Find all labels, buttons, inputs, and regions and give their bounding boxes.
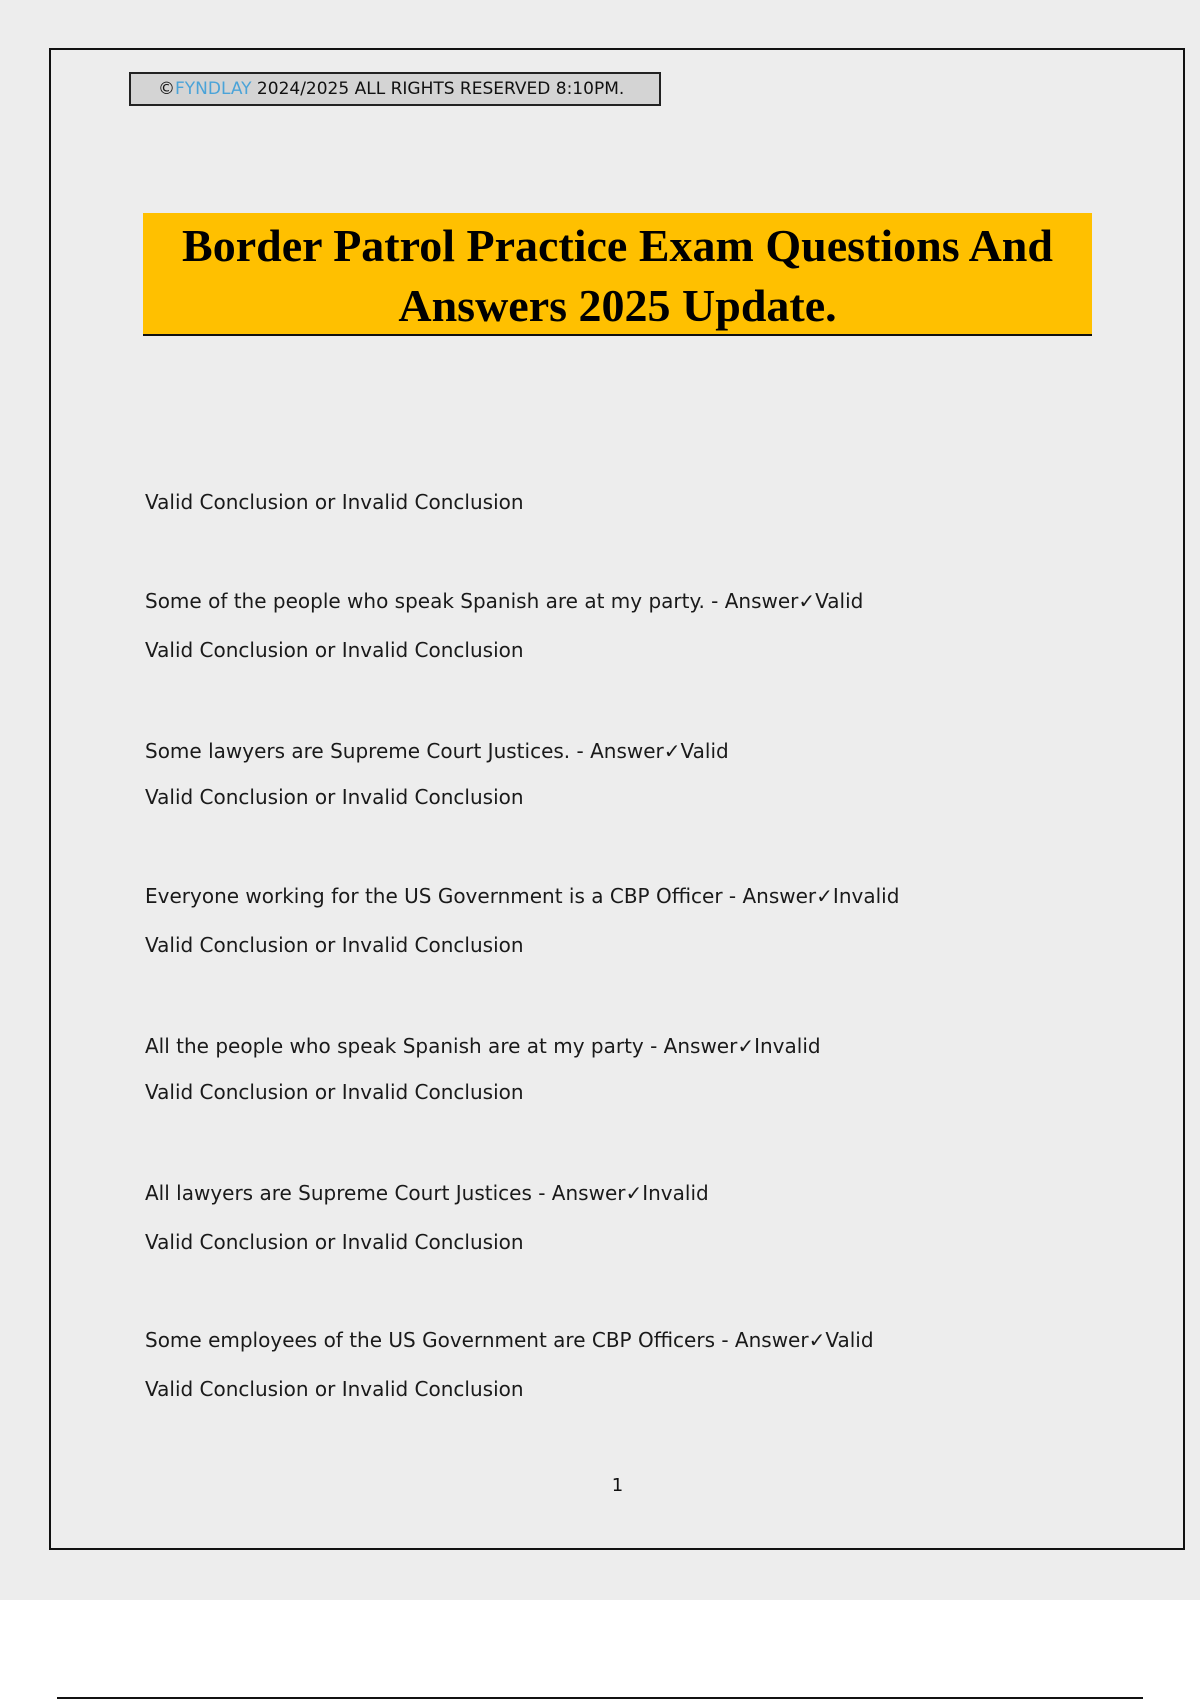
answer-value: Invalid — [754, 1034, 821, 1058]
answer-value: Valid — [680, 739, 729, 763]
page-number: 1 — [611, 1475, 624, 1496]
next-page-rule — [57, 1697, 1143, 1699]
statement-text: Everyone working for the US Government is a CBP Officer - Answer — [145, 884, 817, 908]
question-prompt: Valid Conclusion or Invalid Conclusion — [145, 1230, 524, 1254]
question-prompt: Valid Conclusion or Invalid Conclusion — [145, 785, 524, 809]
copyright-symbol: © — [158, 79, 175, 99]
intro-prompt: Valid Conclusion or Invalid Conclusion — [145, 490, 524, 514]
check-icon: ✓ — [737, 1034, 755, 1058]
check-icon: ✓ — [625, 1181, 643, 1205]
rights-text: 2024/2025 ALL RIGHTS RESERVED 8:10PM. — [251, 79, 625, 99]
statement-text: Some employees of the US Government are CBP Officers - Answer — [145, 1328, 809, 1352]
check-icon: ✓ — [798, 589, 816, 613]
question-statement — [145, 738, 729, 764]
answer-value: Valid — [815, 589, 864, 613]
answer-value: Valid — [825, 1328, 874, 1352]
question-prompt: Valid Conclusion or Invalid Conclusion — [145, 638, 524, 662]
check-icon: ✓ — [663, 739, 681, 763]
statement-text: All lawyers are Supreme Court Justices - Answer — [145, 1181, 626, 1205]
answer-value: Invalid — [642, 1181, 709, 1205]
document-title — [143, 213, 1092, 336]
question-statement — [145, 1033, 821, 1059]
answer-value: Invalid — [832, 884, 900, 908]
question-statement — [145, 588, 863, 614]
statement-text: Some lawyers are Supreme Court Justices. - Answer — [145, 739, 664, 763]
title-line-1: Border Patrol Practice Exam Questions And — [182, 220, 1053, 271]
question-statement — [145, 1327, 874, 1353]
copyright-notice — [129, 72, 661, 106]
brand-name: FYNDLAY — [175, 79, 252, 99]
question-prompt: Valid Conclusion or Invalid Conclusion — [145, 933, 524, 957]
check-icon: ✓ — [808, 1328, 826, 1352]
question-statement — [145, 1180, 709, 1206]
question-statement — [145, 883, 899, 909]
check-icon: ✓ — [816, 884, 833, 908]
question-prompt: Valid Conclusion or Invalid Conclusion — [145, 1080, 524, 1104]
title-line-2: Answers 2025 Update. — [398, 280, 837, 331]
statement-text: All the people who speak Spanish are at my party - Answer — [145, 1034, 738, 1058]
statement-text: Some of the people who speak Spanish are at my party. - Answer — [145, 589, 799, 613]
question-prompt: Valid Conclusion or Invalid Conclusion — [145, 1377, 524, 1401]
